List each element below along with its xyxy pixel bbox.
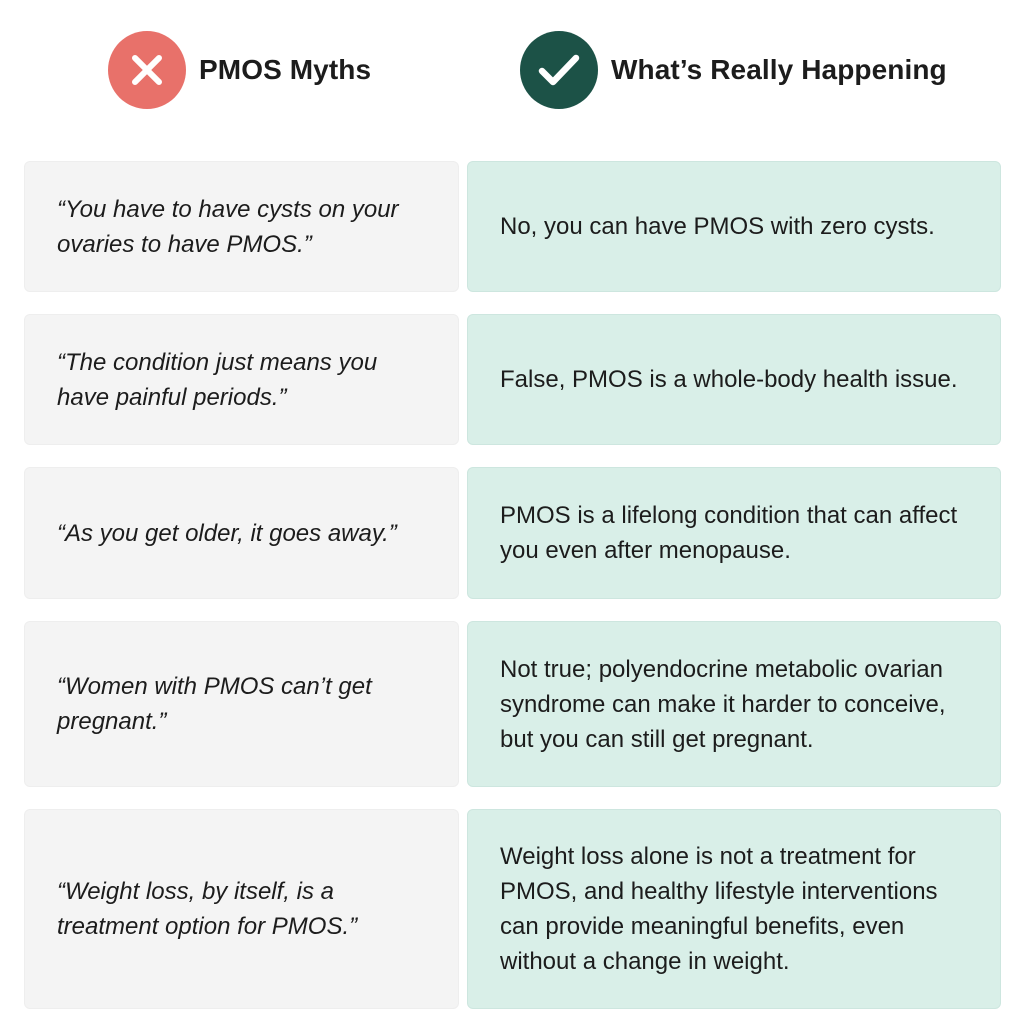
myths-header [108,30,371,110]
table-row [24,467,1001,599]
myth-fact-table [24,161,1001,1009]
fact-card: Not true; polyendocrine metabolic ovarian syndrome can make it harder to conceive, but you can still get pregnant. [467,621,1001,787]
facts-title: What’s Really Happening [611,54,947,85]
myth-card: “Weight loss, by itself, is a treatment option for PMOS.” [24,809,459,1009]
fact-card: No, you can have PMOS with zero cysts. [467,161,1001,292]
myth-card: “You have to have cysts on your ovaries to have PMOS.” [24,161,459,292]
facts-header [520,30,947,110]
fact-card: False, PMOS is a whole-body health issue. [467,314,1001,445]
table-row [24,161,1001,292]
myth-card: “As you get older, it goes away.” [24,467,459,599]
myths-title: PMOS Myths [199,54,372,85]
myth-card: “The condition just means you have painful periods.” [24,314,459,445]
x-icon [108,31,186,109]
checkmark-icon [520,31,598,109]
table-row [24,809,1001,1009]
table-row [24,314,1001,445]
fact-card: Weight loss alone is not a treatment for PMOS, and healthy lifestyle interventions can provide meaningful benefits, even without a change in weight. [467,809,1001,1009]
myth-card: “Women with PMOS can’t get pregnant.” [24,621,459,787]
table-row [24,621,1001,787]
fact-card: PMOS is a lifelong condition that can affect you even after menopause. [467,467,1001,599]
